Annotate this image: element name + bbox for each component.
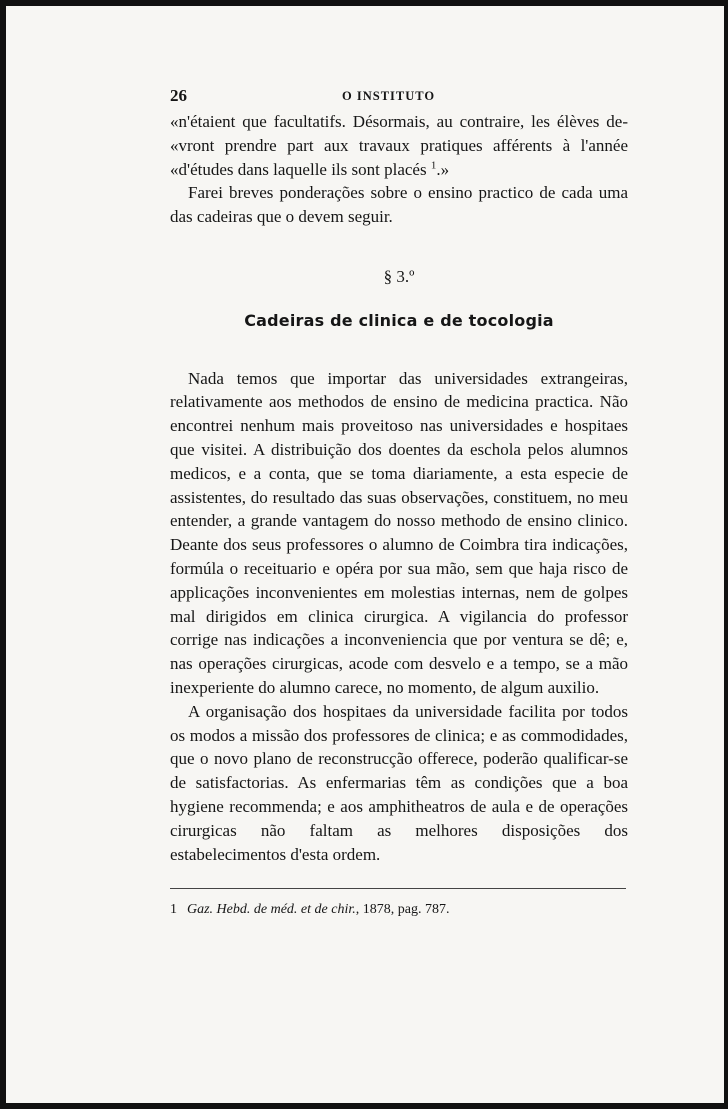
footnote-ref: 1	[430, 158, 437, 171]
quote-line-3: «d'études dans laquelle ils sont placés	[170, 159, 427, 179]
footnote	[170, 901, 628, 919]
footnote-divider	[170, 888, 626, 889]
footnote-detail: , 1878, pag. 787.	[355, 902, 450, 918]
journal-title: O INSTITUTO	[342, 89, 436, 103]
paragraph-1: Nada temos que importar das universidades extrangeiras, relativamente aos methodos de ensino de medicina practica. Não encontrei nenhum mais proveitoso nas universidades e hospitaes que visitei. A distribuição dos doentes da eschola pelos alumnos medicos, e a conta, que se toma diariamente, a esta especie de assistentes, do resultado das suas observações, constituem, no meu entender, a grande vantagem do nosso methodo de ensino clinico. Deante dos seus professores o alumno de Coimbra tira indicações, formúla o receituario e opéra por sua mão, sem que haja risco de applicações inconvenientes em molestias internas, nem de golpes mal dirigidos em clinica cirurgica. A vigilancia do professor corrige nas indicações a inconveniencia que por ventura se dê; e, nas operações cirurgicas, acode com desvelo e a tempo, se a mão inexperiente do alumno carece, no momento, de algum auxilio.	[170, 368, 628, 697]
paragraph-intro: Farei breves ponderações sobre o ensino practico de cada uma das cadeiras que o devem seguir.	[170, 183, 628, 227]
quote-line-2: «vront prendre part aux travaux pratiques afférents à l'année	[170, 135, 628, 155]
quote-close: .»	[436, 159, 450, 179]
running-head	[170, 84, 628, 106]
section-title: Cadeiras de clinica e de tocologia	[244, 310, 554, 330]
section-number: § 3.º	[383, 266, 415, 286]
french-quote	[170, 110, 628, 181]
footnote-source: Gaz. Hebd. de méd. et de chir.	[187, 902, 356, 918]
page-number: 26	[170, 86, 187, 105]
book-page	[170, 84, 628, 919]
quote-line-1: «n'étaient que facultatifs. Désormais, au contraire, les élèves de-	[170, 112, 628, 131]
paragraph-2: A organisação dos hospitaes da universidade facilita por todos os modos a missão dos professores de clinica; e as commodidades, que o novo plano de reconstrucção offerece, poderão qualificar-se de satisfactorias. As enfermarias têm as condições que a boa hygiene recommenda; e aos amphitheatros de aula e de operações cirurgicas não faltam as melhores disposições dos estabelecimentos d'esta ordem.	[170, 701, 628, 864]
footnote-number: 1	[170, 902, 177, 918]
